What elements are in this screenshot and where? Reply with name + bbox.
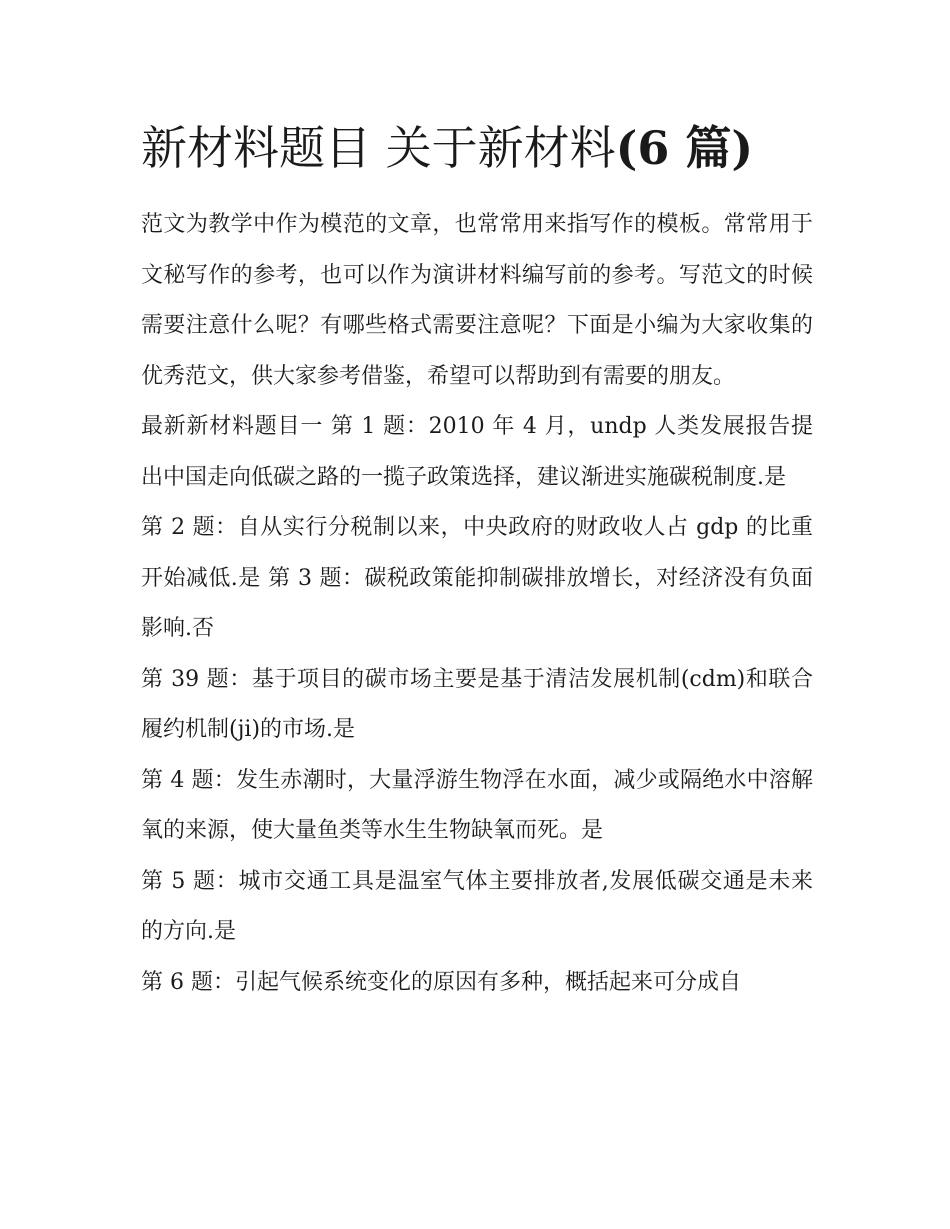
- question-paragraph: 第 4 题：发生赤潮时，大量浮游生物浮在水面，减少或隔绝水中溶解氧的来源，使大量鱼类等水生生物缺氧而死。是: [141, 767, 813, 843]
- document-title-suffix: (6 篇): [615, 121, 754, 175]
- question-paragraph: 第 39 题：基于项目的碳市场主要是基于清洁发展机制(cdm)和联合履约机制(ji)的市场.是: [141, 666, 813, 742]
- question-paragraph: 最新新材料题目一 第 1 题：2010 年 4 月，undp 人类发展报告提出中国走向低碳之路的一揽子政策选择，建议渐进实施碳税制度.是: [141, 414, 813, 490]
- question-paragraph: 第 6 题：引起气候系统变化的原因有多种，概括起来可分成自: [141, 969, 741, 995]
- question-paragraph: 第 2 题：自从实行分税制以来，中央政府的财政收人占 gdp 的比重开始减低.是 第 3 题：碳税政策能抑制碳排放增长，对经济没有负面影响.否: [141, 515, 813, 641]
- question-paragraph: 第 5 题：城市交通工具是温室气体主要排放者,发展低碳交通是未来的方向.是: [141, 868, 813, 944]
- intro-paragraph: 范文为教学中作为模范的文章，也常常用来指写作的模板。常常用于文秘写作的参考，也可以作为演讲材料编写前的参考。写范文的时候需要注意什么呢？有哪些格式需要注意呢？下面是小编为大家收集的优秀范文，供大家参考借鉴，希望可以帮助到有需要的朋友。: [141, 212, 813, 389]
- document-title: [141, 118, 813, 178]
- document-page: [141, 118, 813, 1008]
- document-title-main: 新材料题目 关于新材料: [141, 121, 616, 175]
